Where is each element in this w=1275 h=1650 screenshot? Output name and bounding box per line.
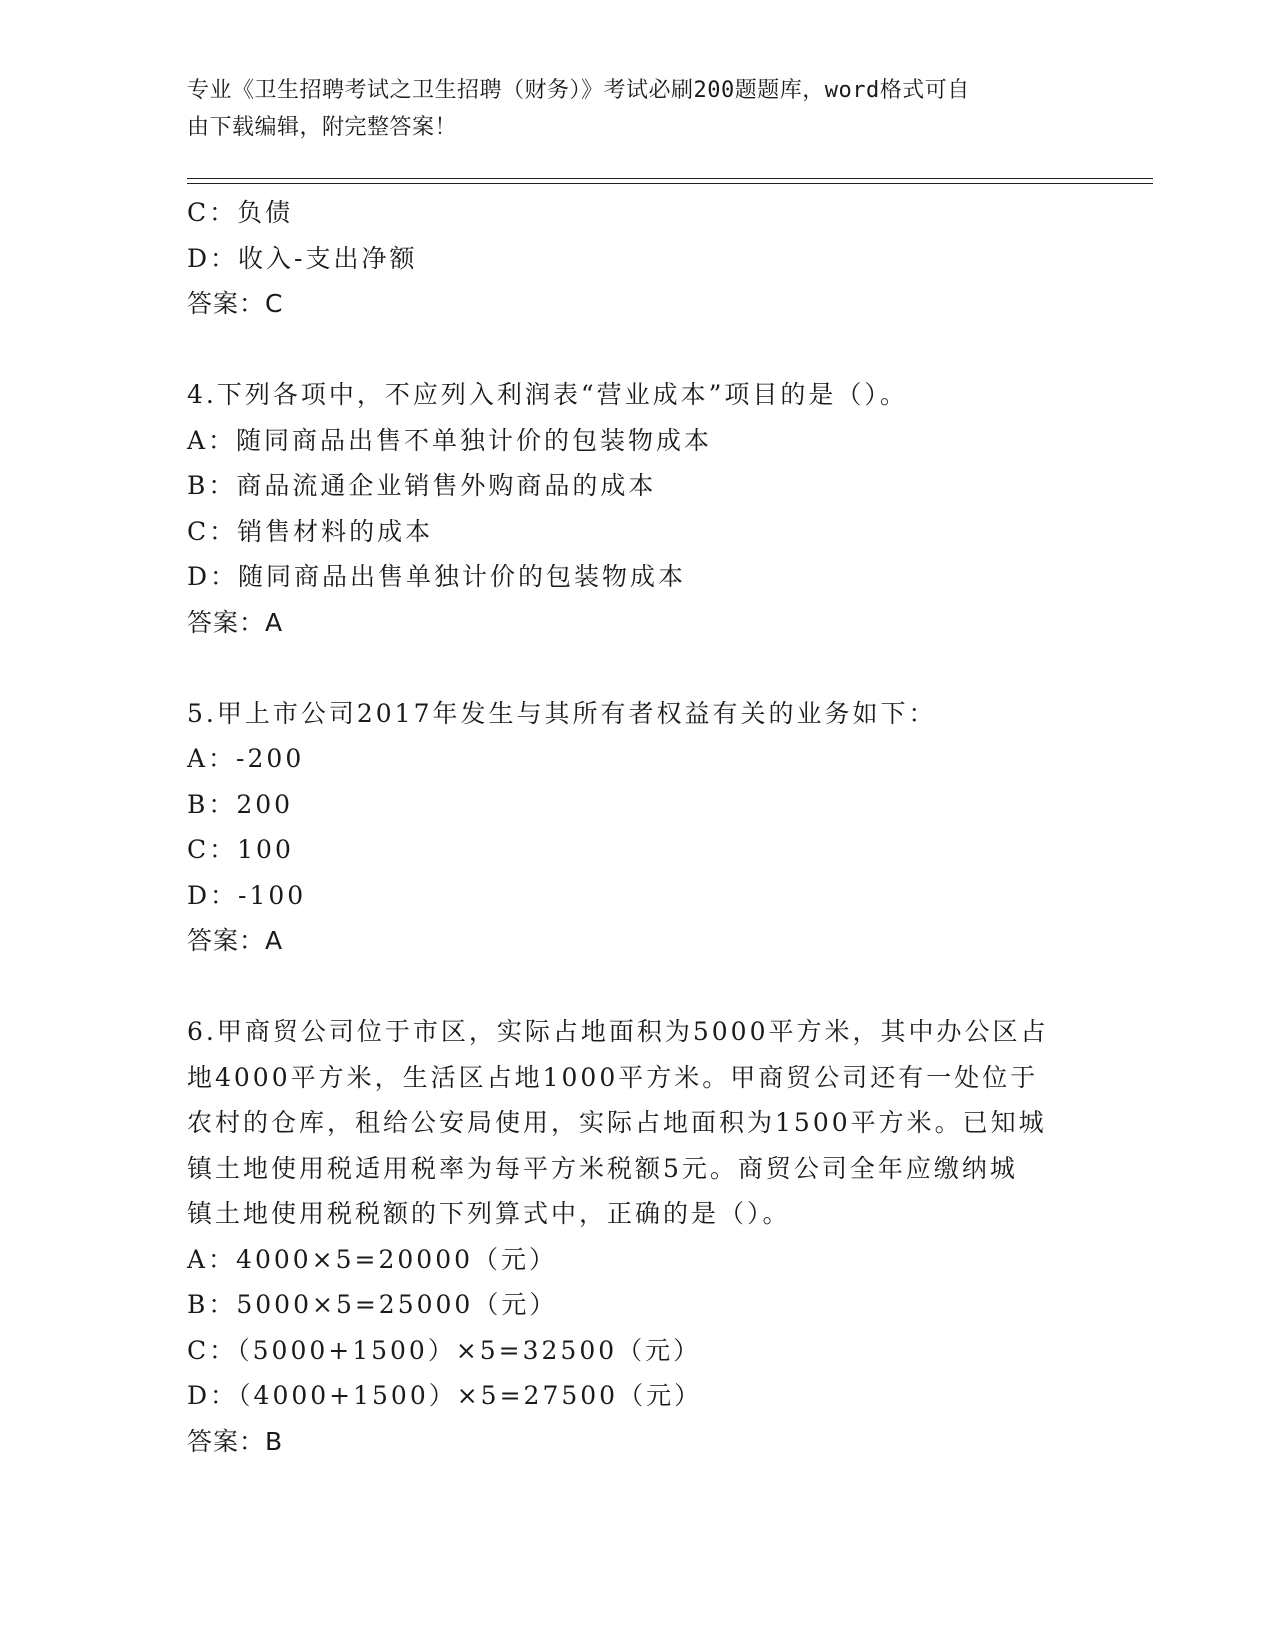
question-stem-line-1: 6.甲商贸公司位于市区，实际占地面积为5000平方米，其中办公区占	[187, 1017, 1049, 1046]
option-b: B：5000×5=25000（元）	[187, 1290, 558, 1319]
option-c: C：100	[187, 835, 294, 864]
document-body	[187, 190, 1087, 1464]
header-divider-top	[187, 178, 1153, 179]
header-title-line-2: 由下载编辑，附完整答案！	[187, 115, 458, 140]
question-6	[187, 1009, 1087, 1464]
question-stem-line-3: 农村的仓库，租给公安局使用，实际占地面积为1500平方米。已知城	[187, 1108, 1047, 1137]
question-4	[187, 372, 1087, 645]
option-a: A：4000×5=20000（元）	[187, 1244, 558, 1274]
question-stem-line-2: 地4000平方米，生活区占地1000平方米。甲商贸公司还有一处位于	[187, 1062, 1039, 1092]
spacer	[187, 645, 1087, 691]
answer-line: 答案：A	[187, 926, 284, 955]
answer-line: 答案：A	[187, 607, 284, 637]
header-title-line-1: 专业《卫生招聘考试之卫生招聘（财务）》考试必刷200题题库，word格式可自	[187, 78, 970, 103]
answer-line: 答案：B	[187, 1426, 284, 1456]
question-3-tail	[187, 190, 1087, 327]
option-b: B：商品流通企业销售外购商品的成本	[187, 471, 657, 500]
question-stem: 5.甲上市公司2017年发生与其所有者权益有关的业务如下：	[187, 698, 937, 728]
question-stem-line-5: 镇土地使用税税额的下列算式中，正确的是（）。	[187, 1199, 791, 1228]
spacer	[187, 964, 1087, 1010]
option-d: D：收入-支出净额	[187, 243, 418, 273]
option-c: C：销售材料的成本	[187, 516, 434, 546]
spacer	[187, 327, 1087, 373]
option-c: C：负债	[187, 198, 294, 227]
option-d: D：-100	[187, 880, 307, 910]
option-a: A：-200	[187, 744, 305, 773]
option-c: C：（5000+1500）×5=32500（元）	[187, 1335, 702, 1365]
answer-line: 答案：C	[187, 289, 284, 318]
question-stem-line-4: 镇土地使用税适用税率为每平方米税额5元。商贸公司全年应缴纳城	[187, 1153, 1018, 1183]
option-d: D：（4000+1500）×5=27500（元）	[187, 1381, 703, 1410]
option-d: D：随同商品出售单独计价的包装物成本	[187, 562, 687, 591]
header-divider-bottom	[187, 183, 1153, 184]
question-5	[187, 691, 1087, 964]
option-b: B：200	[187, 789, 294, 819]
option-a: A：随同商品出售不单独计价的包装物成本	[187, 425, 713, 455]
document-header	[187, 72, 1067, 146]
question-stem: 4.下列各项中，不应列入利润表“营业成本”项目的是（）。	[187, 380, 908, 409]
